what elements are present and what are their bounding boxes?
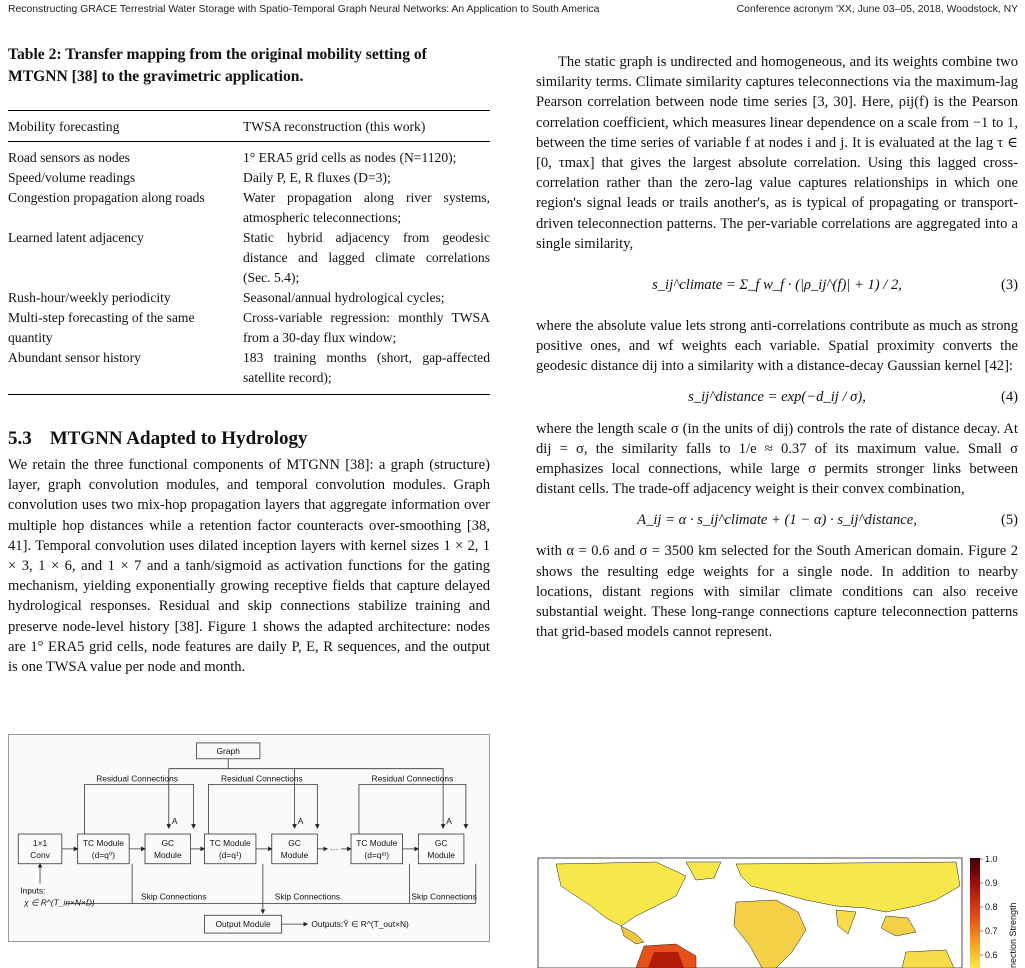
- table-cell: Speed/volume readings: [8, 170, 136, 185]
- table-cell: Cross-variable regression: monthly TWSA from a 30-day flux window;: [243, 310, 490, 345]
- dilation-label: (d=q⁰): [91, 849, 116, 860]
- skip-label: Skip Connections: [411, 891, 477, 902]
- adjacency-label: A: [446, 816, 452, 827]
- conv-label: 1×1: [32, 837, 48, 848]
- table-cell: Static hybrid adjacency from geodesic distance and lagged climate correlations (Sec. 5.4);: [243, 230, 490, 285]
- gc-module-label: GC: [161, 837, 175, 848]
- left-column: [8, 44, 490, 677]
- paragraph: The static graph is undirected and homogeneous, and its weights combine two similarity terms. Climate similarity captures teleconnections via the maximum-lag Pearson correlation between node time series [3, 30]. Here, ρij(f) is the Pearson correlation coefficient, which measures linear dependence on a scale from −1 to 1, between the time series of variable f at nodes i and j. It is evaluated at the lag τ ∈ [0, τmax] that gives the largest absolute correlation. Using this lagged cross-correlation rather than the zero-lag value captures relationships in which one region's signal leads or trails another's, as is typical of propagating or transport-driven teleconnection patterns. The per-variable correlations are aggregated into a single similarity,: [536, 54, 1018, 252]
- colorbar-tick-label: 0.8: [985, 902, 998, 912]
- paragraph: where the length scale σ (in the units of dij) controls the rate of distance decay. At dij = σ, the similarity falls to 1/e ≈ 0.37 of its maximum value. Small σ emphasizes local connections, while large σ permits stronger links between distant cells. The trade-off adjacency weight is their convex combination,: [536, 420, 1018, 498]
- equation-4: [536, 377, 1018, 419]
- colorbar: [970, 858, 980, 968]
- tc-module-label: TC Module: [356, 837, 398, 848]
- edge-weight-map: [536, 856, 1020, 968]
- header-conference: Conference acronym 'XX, June 03–05, 2018, Woodstock, NY: [736, 4, 1018, 15]
- graph-label: Graph: [216, 745, 240, 756]
- skip-label: Skip Connections: [274, 891, 341, 902]
- colorbar-label: nection Strength: [1008, 902, 1018, 968]
- table-caption: Table 2: Transfer mapping from the original mobility setting of MTGNN [38] to the gravimetric application.: [8, 46, 427, 85]
- equation-number: (4): [1000, 389, 1018, 406]
- table-cell: Learned latent adjacency: [8, 230, 144, 245]
- table-row: [8, 308, 490, 348]
- colorbar-ticks: [980, 856, 998, 960]
- adjacency-label: A: [297, 816, 304, 827]
- section-heading: [8, 427, 490, 451]
- table-cell: Road sensors as nodes: [8, 150, 130, 165]
- equation-3: [536, 254, 1018, 316]
- australia-shape: [902, 950, 954, 968]
- table-cell: 183 training months (short, gap-affected satellite record);: [243, 350, 490, 385]
- tc-module-label: TC Module: [82, 837, 124, 848]
- paragraph-block: [536, 419, 1018, 500]
- colorbar-tick-label: 0.7: [985, 926, 998, 936]
- equation-number: (3): [1000, 276, 1018, 293]
- table-header-row: [8, 111, 490, 142]
- right-column: [536, 52, 1018, 642]
- table-row: [8, 142, 490, 169]
- south-america-core: [648, 952, 684, 968]
- ellipsis-label: ···: [329, 843, 339, 854]
- equation-number: (5): [1000, 511, 1018, 528]
- equation-body: A_ij = α · s_ij^climate + (1 − α) · s_ij^distance,: [637, 511, 917, 528]
- gc-module-label: Module: [153, 849, 182, 860]
- section-body: [8, 455, 490, 677]
- section-title: MTGNN Adapted to Hydrology: [49, 428, 308, 449]
- table-cell: Congestion propagation along roads: [8, 190, 205, 205]
- table-header-cell: TWSA reconstruction (this work): [243, 111, 490, 142]
- colorbar-tick-label: 0.6: [985, 950, 998, 960]
- table-row: [8, 168, 490, 188]
- gc-module-label: GC: [434, 837, 448, 848]
- transfer-table: [8, 110, 490, 395]
- gc-module-label: Module: [280, 849, 309, 860]
- equation-body: s_ij^distance = exp(−d_ij / σ),: [688, 389, 866, 406]
- conv-label: Conv: [30, 849, 50, 860]
- equation-5: [536, 499, 1018, 541]
- architecture-figure: [8, 734, 490, 942]
- paragraph-block: [536, 52, 1018, 254]
- table-cell: Seasonal/annual hydrological cycles;: [243, 290, 445, 305]
- table-cell: Abundant sensor history: [8, 350, 141, 365]
- output-module-label: Output Module: [215, 919, 271, 930]
- residual-label: Residual Connections: [220, 773, 303, 784]
- table-row: [8, 188, 490, 228]
- table-cell: Water propagation along river systems, atmospheric teleconnections;: [243, 190, 490, 225]
- table-cell: Daily P, E, R fluxes (D=3);: [243, 170, 391, 185]
- table-row: [8, 288, 490, 308]
- table-header-cell: Mobility forecasting: [8, 111, 243, 142]
- gc-module-label: Module: [427, 849, 455, 860]
- paragraph: with α = 0.6 and σ = 3500 km selected for the South American domain. Figure 2 shows the resulting edge weights for a single node. In addition to nearby locations, distant regions with similar climate conditions can also receive substantial weight. These long-range connections capture teleconnection patterns that grid-based models cannot represent.: [536, 543, 1018, 641]
- paragraph-block: [536, 541, 1018, 642]
- skip-label: Skip Connections: [141, 891, 207, 902]
- table-row: [8, 228, 490, 288]
- dilation-label: (d=q¹): [218, 849, 242, 860]
- tc-module-label: TC Module: [209, 837, 251, 848]
- header-title: Reconstructing GRACE Terrestrial Water Storage with Spatio-Temporal Graph Neural Networks: An Application to South America: [8, 4, 600, 15]
- paragraph: We retain the three functional components of MTGNN [38]: a graph (structure) layer, graph convolution modules, and temporal convolution modules. Graph convolution uses two mix-hop propagation layers that aggregate information over multiple hop distances while a retention factor counteracts over-smoothing [38, 41]. Temporal convolution uses dilated inception layers with kernel sizes 1 × 2, 1 × 3, 1 × 6, and 1 × 7 and a tanh/sigmoid as activation functions for the gating mechanism, yielding exponentially growing receptive fields that capture delayed hydrological responses. Residual and skip connections stabilize training and preserve node-level history [38]. Figure 1 shows the adapted architecture: nodes are 1° ERA5 grid cells, node features are daily P, E, R sequences, and the output is one TWSA value per node and month.: [8, 457, 490, 676]
- outputs-label: Outputs:Ŷ ∈ R^(T_out×N): [311, 919, 409, 930]
- colorbar-tick-label: 0.9: [985, 878, 998, 888]
- edge-weight-map-figure: [536, 856, 1020, 968]
- paragraph: where the absolute value lets strong anti-correlations contribute as much as strong positive ones, and wf weights each variable. Spatial proximity converts the geodesic distance dij into a similarity with a distance-decay Gaussian kernel [42]:: [536, 318, 1018, 375]
- inputs-symbol: χ ∈ R^(T_in×N×D): [24, 897, 95, 908]
- table-cell: 1° ERA5 grid cells as nodes (N=1120);: [243, 150, 457, 165]
- dilation-label: (d=qᵐ): [364, 849, 390, 860]
- architecture-diagram: [9, 735, 489, 941]
- equation-body: s_ij^climate = Σ_f w_f · (|ρ_ij^(f)| + 1) / 2,: [652, 276, 902, 293]
- table-cell: Rush-hour/weekly periodicity: [8, 290, 171, 305]
- colorbar-tick-label: 1.0: [985, 856, 998, 864]
- residual-label: Residual Connections: [96, 773, 178, 784]
- adjacency-label: A: [171, 816, 178, 827]
- residual-label: Residual Connections: [371, 773, 454, 784]
- paragraph-block: [536, 316, 1018, 377]
- section-number: 5.3: [8, 428, 32, 449]
- table-cell: Multi-step forecasting of the same quantity: [8, 310, 195, 345]
- gc-module-label: GC: [288, 837, 301, 848]
- table-row: [8, 348, 490, 395]
- inputs-label: Inputs:: [20, 885, 46, 896]
